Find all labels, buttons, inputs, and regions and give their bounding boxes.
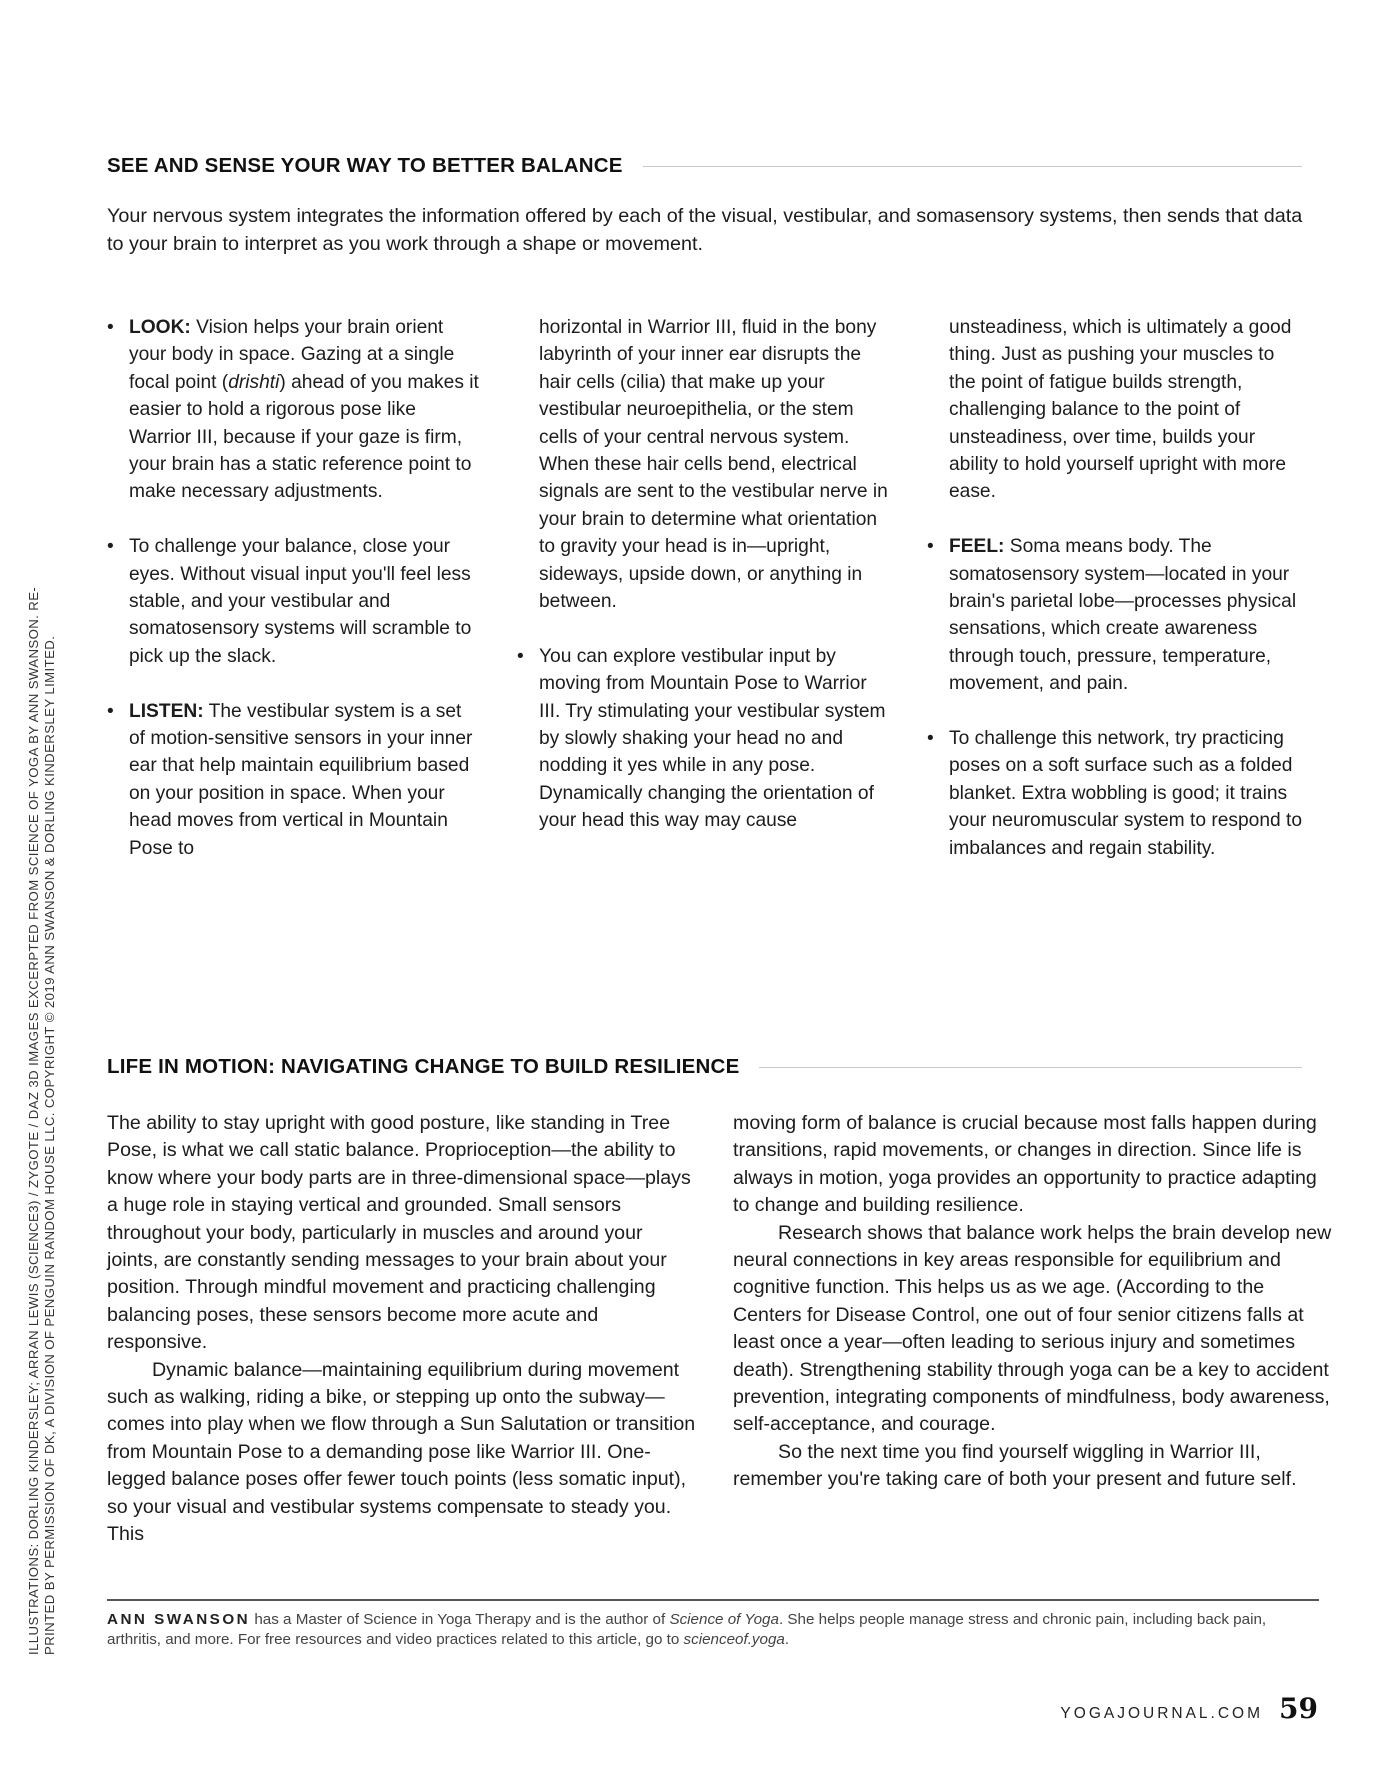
listen-explore-text: You can explore vestibular input by moving from Mountain Pose to Warrior III. Try stimulating your vestibular system by slowly shaking your head no and nodding it yes while in any pose. Dynamically changing the orientation of your head this way may cause [539, 645, 886, 832]
author-name: ANN SWANSON [107, 1611, 251, 1628]
bullet-dot-icon: • [517, 645, 524, 667]
look-challenge-text: To challenge your balance, close your eyes. Without visual input you'll feel less stable, and your vestibular and somatosensory systems will scramble to pick up the slack. [129, 536, 472, 667]
bullet-look-challenge [107, 533, 482, 670]
bullet-listen [107, 698, 482, 862]
heading-rule [643, 166, 1302, 167]
section-heading-balance [107, 154, 1302, 178]
look-text-end: ) ahead of you makes it easier to hold a rigorous pose like Warrior III, because if your gaze is firm, your brain has a static reference point to make necessary adjustments. [129, 371, 479, 503]
footer-site: YOGAJOURNAL.COM [1060, 1705, 1264, 1722]
heading-text: LIFE IN MOTION: NAVIGATING CHANGE TO BUILD RESILIENCE [107, 1055, 740, 1078]
look-text: Vision helps your brain orient your body in space. Gazing at a single focal point ( [129, 317, 455, 393]
byline-text: has a Master of Science in Yoga Therapy and is the author of [250, 1611, 670, 1628]
page-number: 59 [1279, 1692, 1318, 1725]
listen-label: LISTEN: [129, 700, 204, 722]
bullet-feel [927, 533, 1302, 697]
listen-text: The vestibular system is a set of motion-sensitive sensors in your inner ear that help maintain equilibrium based on your position in space. When your head moves from vertical in Mountain Pose to [129, 700, 473, 859]
byline-rule [107, 1599, 1319, 1601]
author-byline [107, 1610, 1319, 1650]
column-1 [107, 314, 482, 862]
image-credit [26, 555, 58, 1655]
body-column-left [107, 1110, 697, 1549]
bullet-dot-icon: • [927, 536, 934, 558]
page-footer [1060, 1692, 1318, 1725]
bullet-dot-icon: • [107, 317, 114, 338]
bullet-listen-explore [517, 643, 892, 835]
section-heading-life-in-motion [107, 1055, 1302, 1079]
credit-line-2: PRINTED BY PERMISSION OF DK, A DIVISION OF PENGUIN RANDOM HOUSE LLC. COPYRIGHT © 2019 ANN SWANSON & DORLING KINDERSLEY LIMITED. [42, 635, 57, 1655]
paragraph: The ability to stay upright with good posture, like standing in Tree Pose, is what we call static balance. Proprioception—the ability to know where your body parts are in three-dimensional space—plays a huge role in staying vertical and grounded. Small sensors throughout your body, particularly in muscles and around your joints, are constantly sending messages to your brain about your position. Through mindful movement and practicing challenging balancing poses, these sensors become more acute and responsive. [107, 1112, 691, 1354]
book-title: Science of Yoga [669, 1611, 779, 1628]
listen-continued: horizontal in Warrior III, fluid in the bony labyrinth of your inner ear disrupts the hair cells (cilia) that make up your vestibular neuroepithelia, or the stem cells of your central nervous system. When these hair cells bend, electrical signals are sent to the vestibular nerve in your brain to determine what orientation to gravity your head is in—upright, sideways, upside down, or anything in between. [539, 317, 888, 613]
heading-text: SEE AND SENSE YOUR WAY TO BETTER BALANCE [107, 154, 623, 177]
byline-text: . [784, 1631, 790, 1648]
paragraph: So the next time you find yourself wiggling in Warrior III, remember you're taking care of both your present and future self. [733, 1440, 1297, 1491]
bullet-feel-challenge [927, 725, 1302, 862]
credit-line-1: ILLUSTRATIONS: DORLING KINDERSLEY; ARRAN LEWIS (SCIENCE3) / ZYGOTE / DAZ 3D IMAGES EXCERPTED FROM SCIENCE OF YOGA BY ANN SWANSON. RE- [26, 586, 41, 1655]
bullet-look [107, 314, 482, 506]
resource-link[interactable]: scienceof.yoga [683, 1631, 785, 1648]
paragraph: moving form of balance is crucial because most falls happen during transitions, rapid movements, or changes in direction. Since life is always in motion, yoga provides an opportunity to practice adapting to change and building resilience. [733, 1112, 1317, 1217]
paragraph: Research shows that balance work helps the brain develop new neural connections in key areas responsible for equilibrium and cognitive function. This helps us as we age. (According to the Centers for Disease Control, one out of four senior citizens falls at least once a year—often leading to serious injury and sometimes death). Strengthening stability through yoga can be a key to accident prevention, integrating components of mindfulness, body awareness, self-acceptance, and courage. [733, 1221, 1332, 1436]
byline-text: . She helps people manage stress and chronic pain, including back pain, arthritis, and more. For free resources and video practices related to this article, go to [107, 1611, 1267, 1648]
look-label: LOOK: [129, 317, 191, 338]
heading-rule [759, 1067, 1302, 1068]
feel-challenge-text: To challenge this network, try practicing poses on a soft surface such as a folded blanket. Extra wobbling is good; it trains your neuromuscular system to respond to imbalances and regain stability. [949, 728, 1303, 859]
listen-explore-continued: unsteadiness, which is ultimately a good thing. Just as pushing your muscles to the point of fatigue builds strength, challenging balance to the point of unsteadiness, over time, builds your ability to hold yourself upright with more ease. [949, 317, 1292, 503]
bullet-dot-icon: • [927, 728, 934, 750]
body-column-right [733, 1110, 1333, 1494]
bullet-dot-icon: • [107, 700, 114, 722]
column-3 [927, 314, 1302, 862]
feel-text: Soma means body. The somatosensory system—located in your brain's parietal lobe—processes physical sensations, which create awareness through touch, pressure, temperature, movement, and pain. [949, 536, 1297, 695]
look-term: drishti [228, 371, 280, 393]
intro-paragraph: Your nervous system integrates the information offered by each of the visual, vestibular, and somasensory systems, then sends that data to your brain to interpret as you work through a shape or movement. [107, 205, 1303, 255]
bullet-dot-icon: • [107, 536, 114, 558]
paragraph: Dynamic balance—maintaining equilibrium during movement such as walking, riding a bike, or stepping up onto the subway—comes into play when we flow through a Sun Salutation or transition from Mountain Pose to a demanding pose like Warrior III. One-legged balance poses offer fewer touch points (less somatic input), so your visual and vestibular systems compensate to steady you. This [107, 1358, 696, 1546]
column-2 [517, 314, 892, 835]
feel-label: FEEL: [949, 536, 1005, 558]
